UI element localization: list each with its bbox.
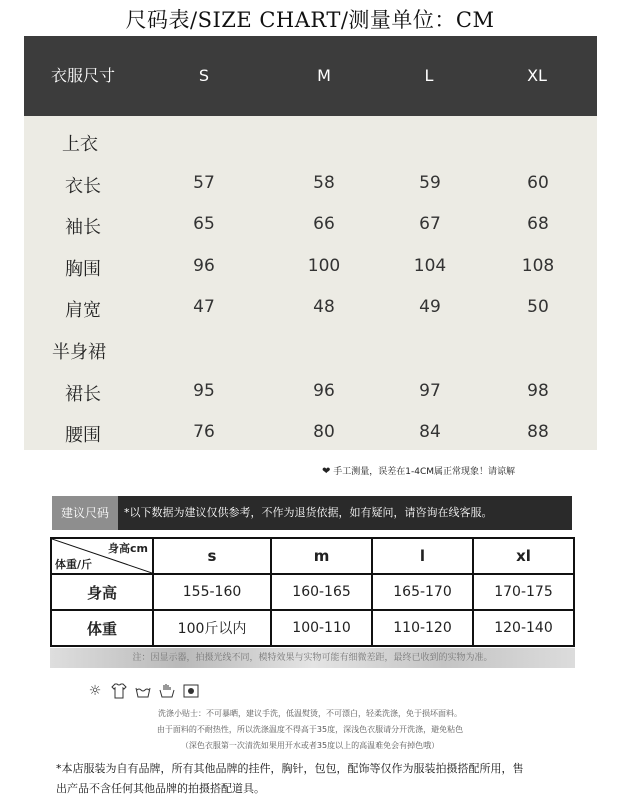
page-title: 尺码表/SIZE CHART/测量单位：CM [125, 8, 495, 32]
table-cell: 160-165 [271, 574, 372, 610]
shirt-icon [110, 682, 128, 700]
cell-value: 97 [419, 381, 441, 401]
corner-bottom-label: 体重/斤 [55, 558, 93, 571]
sun-icon: ☼ [88, 683, 102, 699]
row-label: 袖长 [65, 217, 101, 238]
heart-icon: ❤ [322, 466, 331, 477]
table-cell: 100-110 [271, 610, 372, 646]
cell-value: 80 [313, 422, 335, 442]
footer-line: *本店服装为自有品牌，所有其他品牌的挂件，胸针，包包，配饰等仅作为服装拍摄搭配所用，售 [56, 762, 524, 775]
table-row [51, 538, 574, 574]
row-label: 胸围 [65, 259, 101, 280]
cell-value: 48 [313, 297, 335, 317]
wash-basin-icon [134, 682, 152, 700]
cell-value: 65 [193, 214, 215, 234]
care-icons [86, 680, 200, 702]
hand-wash-icon [158, 682, 176, 700]
recommend-tag: 建议尺码 [52, 496, 118, 530]
size-header: s [153, 538, 271, 574]
cell-value: 58 [313, 173, 335, 193]
header-label: 衣服尺寸 [50, 66, 115, 85]
cell-value: 67 [419, 214, 441, 234]
disclaimer-bar: 注：因显示器，拍摄光线不同，模特效果与实物可能有细微差距，最终已收到的实物为准。 [50, 648, 575, 668]
cell-value: 57 [193, 173, 215, 193]
cell-value: 104 [413, 256, 447, 276]
footer-line: 出产品不含任何其他品牌的拍摄搭配道具。 [56, 782, 265, 795]
cell-value: 84 [419, 422, 441, 442]
row-label: 身高 [51, 574, 153, 610]
cell-value: 49 [419, 297, 441, 317]
row-label: 体重 [51, 610, 153, 646]
care-line: 洗涤小贴士：不可暴晒，建议手洗，低温熨烫，不可漂白，轻柔洗涤，免于损坏面料。 [158, 709, 462, 718]
recommend-text: *以下数据为建议仅供参考，不作为退货依据，如有疑问，请咨询在线客服。 [124, 506, 493, 519]
section-title: 上衣 [62, 134, 98, 155]
measure-note-text: 手工测量，误差在1-4CM属正常现象！请谅解 [333, 467, 516, 477]
cell-value: 50 [527, 297, 549, 317]
cell-value: 47 [193, 297, 215, 317]
row-label: 腰围 [65, 425, 101, 446]
table-row [51, 574, 574, 610]
row-label: 裙长 [65, 384, 101, 405]
cell-value: 66 [313, 214, 335, 234]
table-cell: 120-140 [473, 610, 574, 646]
cell-value: 60 [527, 173, 549, 193]
eye-icon [182, 682, 200, 700]
size-chart-body [24, 116, 597, 450]
section-title: 半身裙 [52, 342, 106, 363]
care-line: （深色衣服第一次清洗如果用开水或者35度以上的高温难免会有掉色哦） [180, 741, 440, 750]
cell-value: 96 [193, 256, 215, 276]
header-size-m: M [317, 66, 331, 85]
cell-value: 100 [307, 256, 341, 276]
table-cell: 170-175 [473, 574, 574, 610]
table-cell: 110-120 [372, 610, 473, 646]
corner-top-label: 身高cm [108, 542, 148, 555]
recommend-table [50, 537, 575, 647]
table-cell: 165-170 [372, 574, 473, 610]
care-line: 由于面料的不耐热性，所以洗涤温度不得高于35度，深浅色衣服请分开洗涤，避免粘色 [156, 725, 464, 734]
header-size-xl: XL [527, 66, 547, 85]
table-row [51, 610, 574, 646]
cell-value: 98 [527, 381, 549, 401]
cell-value: 68 [527, 214, 549, 234]
row-label: 肩宽 [65, 300, 101, 321]
header-size-s: S [198, 66, 210, 85]
table-cell: 155-160 [153, 574, 271, 610]
cell-value: 76 [193, 422, 215, 442]
measure-note [322, 464, 602, 477]
row-label: 衣长 [65, 176, 101, 197]
size-chart-header [24, 36, 597, 116]
recommend-bar [52, 496, 572, 530]
size-header: xl [473, 538, 574, 574]
cell-value: 96 [313, 381, 335, 401]
corner-cell [51, 538, 153, 574]
header-size-l: L [424, 66, 434, 85]
size-header: l [372, 538, 473, 574]
table-cell: 100斤以内 [153, 610, 271, 646]
cell-value: 88 [527, 422, 549, 442]
cell-value: 108 [521, 256, 555, 276]
size-header: m [271, 538, 372, 574]
cell-value: 95 [193, 381, 215, 401]
cell-value: 59 [419, 173, 441, 193]
